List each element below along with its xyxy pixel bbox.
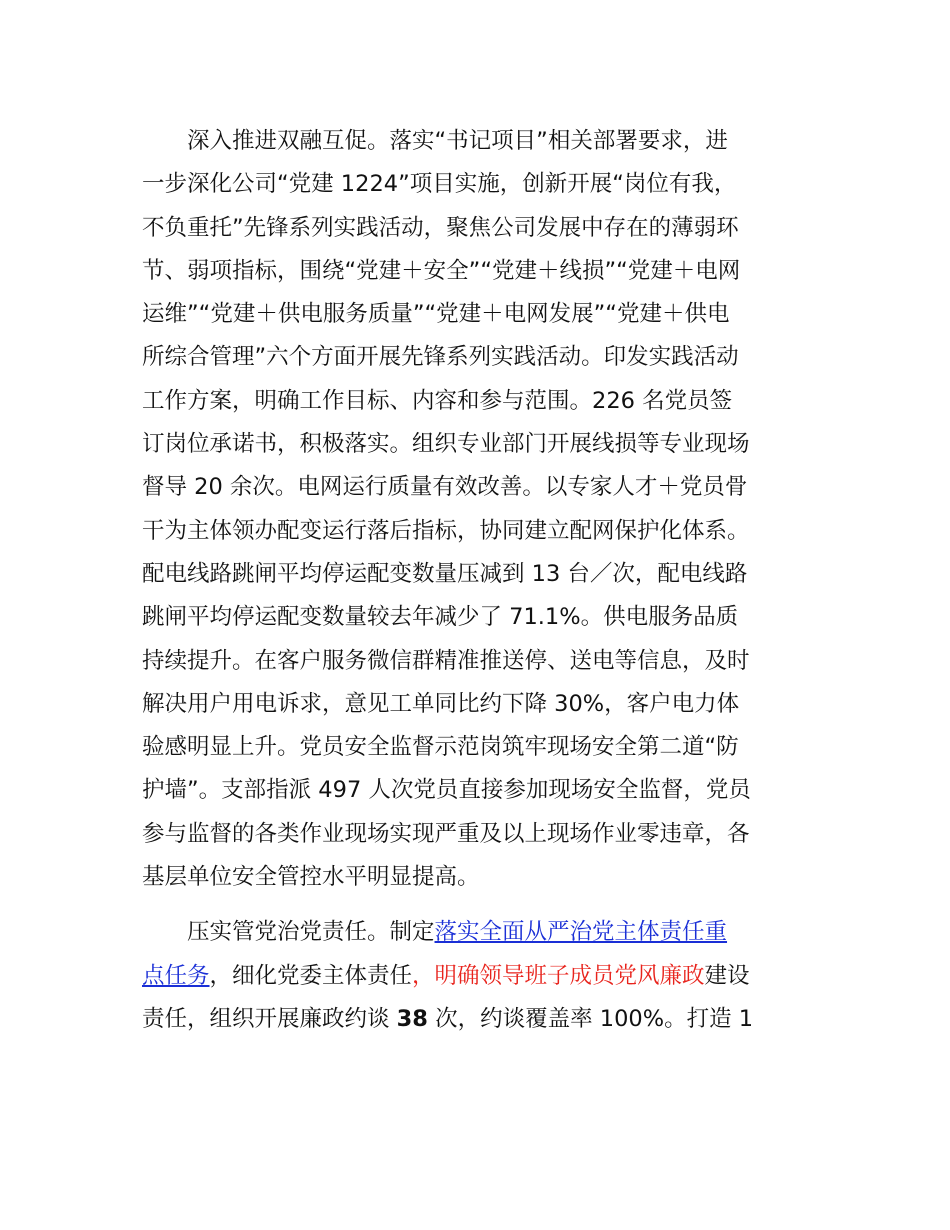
text-line: 配电线路跳闸平均停运配变数量压减到 13 台／次，配电线路 [142,560,748,587]
text-line [142,911,822,954]
text-line: 运维”“党建＋供电服务质量”“党建＋电网发展”“党建＋供电 [142,301,730,328]
text-line: 解决用户用电诉求，意见工单同比约下降 30%，客户电力体 [142,690,740,717]
text-line: 一步深化公司“党建 1224”项目实施，创新开展“岗位有我， [142,171,737,198]
plain-text: 责任，组织开展廉政约谈 [142,1005,397,1032]
text-line: 参与监督的各类作业现场实现严重及以上现场作业零违章，各 [142,820,750,847]
text-line: 跳闸平均停运配变数量较去年减少了 71.1%。供电服务品质 [142,604,739,631]
text-line: 所综合管理”六个方面开展先锋系列实践活动。印发实践活动 [142,344,739,371]
text-line: 不负重托”先锋系列实践活动，聚焦公司发展中存在的薄弱环 [142,214,739,241]
plain-text: ，细化党委主体责任 [209,962,413,989]
bold-count: 38 [396,1005,428,1032]
text-line [142,955,822,998]
text-line: 护墙”。支部指派 497 人次党员直接参加现场安全监督，党员 [142,777,751,804]
highlighted-red-text: ，明确领导班子成员党风廉政 [412,962,705,989]
text-line: 干为主体领办配变运行落后指标，协同建立配网保护化体系。 [142,517,750,544]
text-line [142,998,822,1041]
task-link[interactable]: 落实全面从严治党主体责任重 [434,919,728,946]
text-line: 基层单位安全管控水平明显提高。 [142,864,480,891]
plain-text: 建设 [704,962,750,989]
line-prefix-text: 压实管党治党责任。制定 [142,919,435,946]
text-line: 订岗位承诺书，积极落实。组织专业部门开展线损等专业现场 [142,431,750,458]
paragraph-dual-integration [142,120,822,899]
text-line: 深入推进双融互促。落实“书记项目”相关部署要求，进 [142,128,728,154]
text-line: 督导 20 余次。电网运行质量有效改善。以专家人才＋党员骨 [142,474,748,501]
text-line: 持续提升。在客户服务微信群精准推送停、送电等信息，及时 [142,647,750,674]
document-body [142,120,822,1041]
text-line: 验感明显上升。党员安全监督示范岗筑牢现场安全第二道“防 [142,734,739,761]
text-line: 节、弱项指标，围绕“党建＋安全”“党建＋线损”“党建＋电网 [142,257,741,284]
paragraph-spacer [142,899,822,911]
paragraph-party-responsibility [142,911,822,1041]
text-line: 工作方案，明确工作目标、内容和参与范围。226 名党员签 [142,387,733,414]
task-link-continued[interactable]: 点任务 [142,962,210,989]
plain-text: 次，约谈覆盖率 100%。打造 1 [427,1005,754,1032]
